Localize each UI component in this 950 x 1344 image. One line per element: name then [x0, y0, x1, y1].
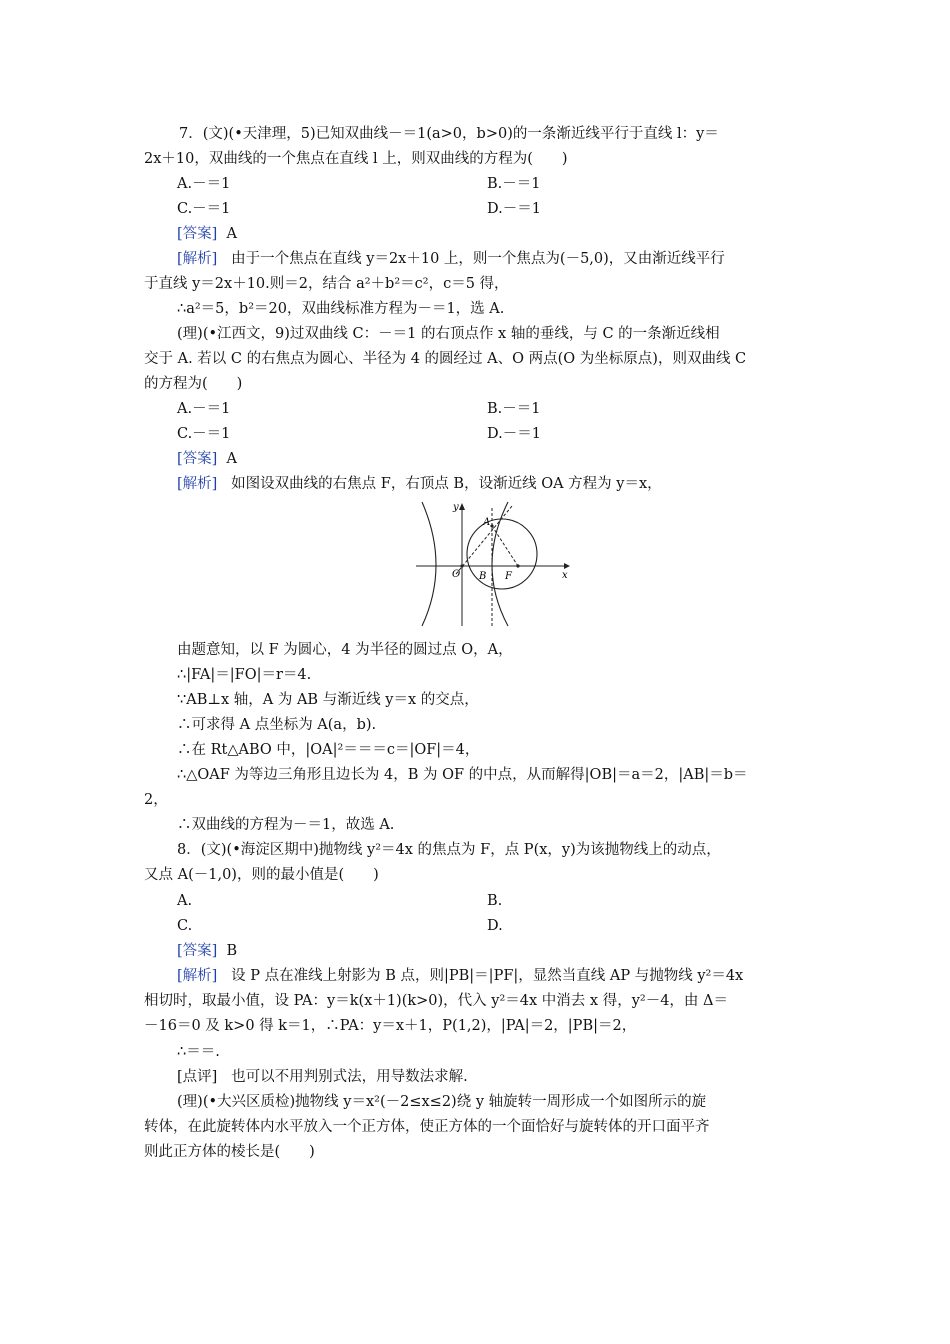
answer-value: A	[226, 451, 238, 467]
q7li-answer	[177, 449, 237, 469]
q8-option-b: B.	[487, 893, 503, 909]
q7li-analysis-intro: [解析] 如图设双曲线的右焦点 F，右顶点 B，设渐近线 OA 方程为 y＝x，	[177, 476, 662, 492]
q7-option-a: A.－＝1	[177, 176, 231, 192]
q7li-analysis-line-8: ∴双曲线的方程为－＝1，故选 A.	[177, 817, 395, 833]
q8li-stem-line-1: (理)(•大兴区质检)抛物线 y＝x²(－2≤x≤2)绕 y 轴旋转一周形成一个如图所示的旋	[177, 1094, 707, 1110]
q7li-option-c: C.－＝1	[177, 426, 231, 442]
q8-analysis-line-1: [解析] 设 P 点在准线上射影为 B 点，则|PB|＝|PF|，显然当直线 AP 与抛物线 y²＝4x	[177, 968, 744, 984]
q8-answer	[177, 941, 237, 961]
q7li-analysis-line-5: ∴在 Rt△ABO 中，|OA|²＝＝＝c＝|OF|＝4，	[177, 742, 480, 758]
q8-option-a: A.	[177, 893, 193, 909]
analysis-tag: [解析]	[177, 476, 218, 492]
q7li-option-a: A.－＝1	[177, 401, 231, 417]
q8li-stem-line-3: 则此正方体的棱长是( )	[144, 1144, 315, 1160]
label-o: O	[452, 569, 461, 580]
answer-tag: [答案]	[177, 943, 218, 959]
q7-option-d: D.－＝1	[487, 201, 541, 217]
q8-analysis-line-4: ∴＝＝.	[177, 1044, 220, 1060]
q7li-stem-line-2: 交于 A. 若以 C 的右焦点为圆心、半径为 4 的圆经过 A、O 两点(O 为坐标原点)，则双曲线 C	[144, 351, 747, 367]
q7li-analysis-line-6: ∴△OAF 为等边三角形且边长为 4，B 为 OF 的中点，从而解得|OB|＝a＝2，|AB|＝b＝	[177, 767, 748, 783]
label-f: F	[505, 571, 512, 582]
analysis-tag: [解析]	[177, 968, 218, 984]
comment-tag: [点评]	[177, 1069, 218, 1085]
q7-option-c: C.－＝1	[177, 201, 231, 217]
q7-stem-line-1: 7．(文)(•天津理，5)已知双曲线－＝1(a>0，b>0)的一条渐近线平行于直线 l：y＝	[179, 126, 719, 142]
q7-analysis-line-1: [解析] 由于一个焦点在直线 y＝2x＋10 上，则一个焦点为(－5,0)，又由渐近线平行	[177, 251, 725, 267]
q8-analysis-line-3: －16＝0 及 k>0 得 k＝1，∴PA：y＝x＋1，P(1,2)，|PA|＝2，|PB|＝2，	[144, 1018, 637, 1034]
q7li-analysis-line-7: 2，	[144, 792, 168, 808]
q7li-stem-line-1: (理)(•江西文，9)过双曲线 C：－＝1 的右顶点作 x 轴的垂线，与 C 的一条渐近线相	[177, 326, 720, 342]
q7-option-b: B.－＝1	[487, 176, 541, 192]
q8-comment: [点评] 也可以不用判别式法，用导数法求解.	[177, 1069, 468, 1085]
answer-value: B	[226, 943, 238, 959]
hyperbola-left-branch	[422, 502, 436, 626]
q8-analysis-line-2: 相切时，取最小值，设 PA：y＝k(x＋1)(k>0)，代入 y²＝4x 中消去 x 得，y²－4，由 Δ＝	[144, 993, 729, 1009]
answer-tag: [答案]	[177, 226, 218, 242]
q7li-option-d: D.－＝1	[487, 426, 541, 442]
q7-stem-line-2: 2x＋10，双曲线的一个焦点在直线 l 上，则双曲线的方程为( )	[144, 151, 568, 167]
q8-option-c: C.	[177, 918, 193, 934]
circle-center-f	[467, 519, 537, 589]
x-axis-arrow	[564, 563, 570, 569]
label-b: B	[479, 571, 487, 582]
q7li-analysis-line-1: 由题意知，以 F 为圆心，4 为半径的圆过点 O，A，	[177, 642, 513, 658]
y-axis-arrow	[459, 503, 465, 510]
analysis-tag: [解析]	[177, 251, 218, 267]
q8li-stem-line-2: 转体，在此旋转体内水平放入一个正方体，使正方体的一个面恰好与旋转体的开口面平齐	[144, 1119, 710, 1135]
q7-answer	[177, 224, 237, 244]
label-x: x	[562, 570, 568, 581]
point-o	[460, 564, 463, 567]
hyperbola-figure	[414, 498, 580, 630]
q8-stem-line-2: 又点 A(－1,0)，则的最小值是( )	[144, 867, 379, 883]
label-y: y	[453, 502, 459, 513]
q7-analysis-line-3: ∴a²＝5，b²＝20，双曲线标准方程为－＝1，选 A.	[177, 301, 505, 317]
point-f	[516, 564, 519, 567]
q7-analysis-line-2: 于直线 y＝2x＋10.则＝2，结合 a²＋b²＝c²，c＝5 得，	[144, 276, 509, 292]
point-a	[490, 524, 493, 527]
q8-stem-line-1: 8．(文)(•海淀区期中)抛物线 y²＝4x 的焦点为 F，点 P(x，y)为该抛物线上的动点，	[177, 842, 721, 858]
q7li-option-b: B.－＝1	[487, 401, 541, 417]
hyperbola-right-branch	[492, 502, 508, 626]
q7li-analysis-line-3: ∵AB⊥x 轴，A 为 AB 与渐近线 y＝x 的交点，	[177, 692, 479, 708]
label-a: A	[483, 517, 491, 528]
q7li-stem-line-3: 的方程为( )	[144, 376, 243, 392]
segment-af	[492, 526, 518, 566]
q7li-analysis-line-4: ∴可求得 A 点坐标为 A(a，b).	[177, 717, 377, 733]
answer-tag: [答案]	[177, 451, 218, 467]
q8-option-d: D.	[487, 918, 503, 934]
hyperbola-diagram	[414, 498, 580, 630]
q7li-analysis-line-2: ∴|FA|＝|FO|＝r＝4.	[177, 667, 312, 683]
answer-value: A	[226, 226, 238, 242]
